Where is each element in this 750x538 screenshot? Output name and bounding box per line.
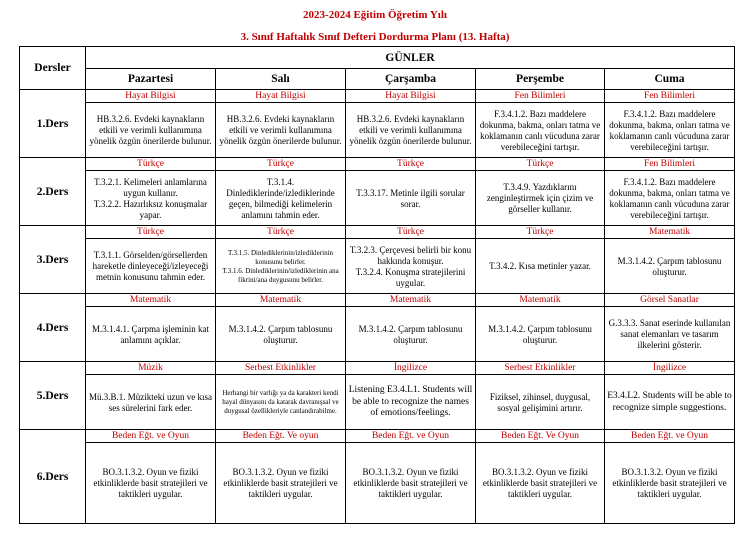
subject-label: Fen Bilimleri xyxy=(605,90,734,103)
subject-label: Matematik xyxy=(476,294,604,307)
objective-line: HB.3.2.6. Evdeki kaynakların etkili ve verimli kullanımına yönelik özgün önerilerde bulunur. xyxy=(89,114,212,146)
lesson-cell xyxy=(86,362,216,430)
lesson-cell xyxy=(216,430,346,524)
lesson-row xyxy=(20,294,735,362)
objective-line: T.3.2.3. Çerçevesi belirli bir konu hakkında konuşur. xyxy=(349,244,472,266)
objective-text xyxy=(605,239,734,293)
lesson-row xyxy=(20,90,735,158)
lesson-label: 4.Ders xyxy=(20,294,86,362)
lesson-label: 1.Ders xyxy=(20,90,86,158)
objective-text xyxy=(476,307,604,361)
lesson-cell xyxy=(605,226,735,294)
objective-line: M.3.1.4.2. Çarpım tablosunu oluşturur. xyxy=(488,323,592,345)
subject-label: Serbest Etkinlikler xyxy=(476,362,604,375)
lesson-cell xyxy=(216,362,346,430)
objective-text xyxy=(86,375,215,429)
lesson-cell xyxy=(346,90,476,158)
objective-line: T.3.2.2. Hazırlıksız konuşmalar yapar. xyxy=(93,198,208,220)
lesson-cell xyxy=(86,158,216,226)
objective-text xyxy=(605,171,734,225)
objective-line: T.3.3.17. Metinle ilgili sorular sorar. xyxy=(356,187,465,209)
objective-text xyxy=(346,239,475,293)
lesson-label: 5.Ders xyxy=(20,362,86,430)
objective-line: M.3.1.4.2. Çarpım tablosunu oluşturur. xyxy=(358,323,463,345)
subject-label: Serbest Etkinlikler xyxy=(216,362,345,375)
lesson-row xyxy=(20,430,735,524)
lesson-cell xyxy=(605,430,735,524)
objective-line: Fiziksel, zihinsel, duygusal, sosyal gelişimini artırır. xyxy=(489,391,591,413)
objective-text xyxy=(476,239,604,293)
objective-line: F.3.4.1.2. Bazı maddelere dokunma, bakma, onları tatma ve koklamanın canlı vücuduna zarar verebileceğini tartışır. xyxy=(609,108,730,152)
lesson-cell xyxy=(605,158,735,226)
lesson-cell xyxy=(216,158,346,226)
subject-label: Matematik xyxy=(86,294,215,307)
objective-line: F.3.4.1.2. Bazı maddelere dokunma, bakma, onları tatma ve koklamanın canlı vücuduna zarar verebileceğini tartışır. xyxy=(479,108,601,152)
objective-line: T.3.2.1. Kelimeleri anlamlarına uygun kullanır. xyxy=(94,176,207,198)
subject-label: Görsel Sanatlar xyxy=(605,294,734,307)
objective-text xyxy=(346,443,475,523)
objective-line: E3.4.L2. Students will be able to recognize simple suggestions. xyxy=(607,391,732,413)
subject-label: İngilizce xyxy=(346,362,475,375)
objective-line: F.3.4.1.2. Bazı maddelere dokunma, bakma, onları tatma ve koklamanın canlı vücuduna zarar verebileceğini tartışır. xyxy=(609,176,730,220)
day-header: Pazartesi xyxy=(86,69,216,90)
objective-line: BO.3.1.3.2. Oyun ve fiziki etkinliklerde basit stratejileri ve taktikleri uygular. xyxy=(353,467,468,499)
lesson-cell xyxy=(346,294,476,362)
objective-line: T.3.2.4. Konuşma stratejilerini uygular. xyxy=(355,266,466,288)
lesson-cell xyxy=(346,362,476,430)
objective-text xyxy=(216,307,345,361)
day-header: Cuma xyxy=(605,69,735,90)
day-header: Salı xyxy=(216,69,346,90)
objective-text xyxy=(476,103,604,157)
objective-text xyxy=(605,443,734,523)
subject-label: Matematik xyxy=(216,294,345,307)
objective-text xyxy=(605,307,734,361)
objective-text xyxy=(216,171,345,225)
lesson-cell xyxy=(605,294,735,362)
subject-label: Matematik xyxy=(346,294,475,307)
lesson-cell xyxy=(86,226,216,294)
weekly-plan-table xyxy=(19,46,735,524)
subject-label: Hayat Bilgisi xyxy=(216,90,345,103)
objective-line: T.3.1.6. Dinlediklerinin/izlediklerinin ana fikrini/ana duygusunu belirler. xyxy=(222,266,339,284)
day-header: Perşembe xyxy=(476,69,605,90)
lesson-row xyxy=(20,226,735,294)
document-subtitle: 3. Sınıf Haftalık Sınıf Defteri Dordurma Planı (13. Hafta) xyxy=(240,31,510,43)
objective-line: G.3.3.3. Sanat eserinde kullanılan sanat elemanları ve tasarım ilkelerini gösterir. xyxy=(608,318,731,350)
objective-line: M.3.1.4.2. Çarpım tablosunu oluşturur. xyxy=(228,323,333,345)
lesson-cell xyxy=(346,430,476,524)
subject-label: Türkçe xyxy=(216,226,345,239)
objective-text xyxy=(216,239,345,293)
lesson-cell xyxy=(476,158,605,226)
subject-label: Beden Eğt. Ve oyun xyxy=(216,430,345,443)
lesson-cell xyxy=(605,90,735,158)
lesson-cell xyxy=(605,362,735,430)
lesson-cell xyxy=(86,90,216,158)
lesson-cell xyxy=(86,294,216,362)
objective-text xyxy=(86,307,215,361)
objective-text xyxy=(216,443,345,523)
objective-text xyxy=(216,103,345,157)
objective-text xyxy=(476,443,604,523)
subject-label: Türkçe xyxy=(346,158,475,171)
lesson-cell xyxy=(216,226,346,294)
objective-line: Listening E3.4.L1. Students will be able to recognize the names of emotions/feelings. xyxy=(348,385,473,419)
subject-label: Hayat Bilgisi xyxy=(86,90,215,103)
objective-text xyxy=(86,103,215,157)
lesson-cell xyxy=(476,362,605,430)
subject-label: Fen Bilimleri xyxy=(605,158,734,171)
objective-line: T.3.4.2. Kısa metinler yazar. xyxy=(489,261,591,271)
day-header: Çarşamba xyxy=(346,69,476,90)
objective-text xyxy=(605,375,734,429)
lesson-cell xyxy=(86,430,216,524)
objective-text xyxy=(346,103,475,157)
subject-label: Beden Eğt. ve Oyun xyxy=(86,430,215,443)
objective-line: Mü.3.B.1. Müzikteki uzun ve kısa ses sürelerini fark eder. xyxy=(89,391,212,413)
objective-line: HB.3.2.6. Evdeki kaynakların etkili ve verimli kullanımına yönelik özgün önerilerde bulunur. xyxy=(219,114,342,146)
objective-line: HB.3.2.6. Evdeki kaynakların etkili ve verimli kullanımına yönelik özgün önerilerde bulunur. xyxy=(349,114,472,146)
lesson-row xyxy=(20,158,735,226)
lesson-label: 6.Ders xyxy=(20,430,86,524)
lesson-cell xyxy=(476,226,605,294)
objective-text xyxy=(86,443,215,523)
objective-text xyxy=(476,375,604,429)
subject-label: Beden Eğt. ve Oyun xyxy=(346,430,475,443)
objective-line: BO.3.1.3.2. Oyun ve fiziki etkinliklerde basit stratejileri ve taktikleri uygular. xyxy=(93,467,208,499)
subject-label: Matematik xyxy=(605,226,734,239)
dersler-header: Dersler xyxy=(20,47,86,90)
objective-text xyxy=(216,375,345,429)
subject-label: Türkçe xyxy=(86,226,215,239)
objective-text xyxy=(346,307,475,361)
subject-label: Hayat Bilgisi xyxy=(346,90,475,103)
objective-line: T.3.1.4. Dinlediklerinde/izlediklerinde geçen, bilmediği kelimelerin anlamını tahmin eder. xyxy=(226,176,335,220)
lesson-cell xyxy=(476,294,605,362)
objective-line: T.3.4.9. Yazdıklarını zenginleştirmek için çizim ve görseller kullanır. xyxy=(486,182,594,214)
subject-label: İngilizce xyxy=(605,362,734,375)
lesson-cell xyxy=(476,430,605,524)
objective-line: M.3.1.4.2. Çarpım tablosunu oluşturur. xyxy=(617,255,722,277)
gunler-header: GÜNLER xyxy=(86,47,735,69)
objective-line: BO.3.1.3.2. Oyun ve fiziki etkinliklerde basit stratejileri ve taktikleri uygular. xyxy=(223,467,338,499)
lesson-label: 3.Ders xyxy=(20,226,86,294)
objective-line: T.3.1.5. Dinlediklerinin/izlediklerinin konusunu belirler. xyxy=(227,248,334,266)
subject-label: Türkçe xyxy=(216,158,345,171)
lesson-cell xyxy=(216,294,346,362)
objective-line: M.3.1.4.1. Çarpma işleminin kat anlamını açıklar. xyxy=(92,323,209,345)
subject-label: Türkçe xyxy=(86,158,215,171)
objective-line: T.3.1.1. Görselden/görsellerden hareketle dinleyeceği/izleyeceği metnin konusunu tahmin eder. xyxy=(92,250,209,282)
objective-line: Herhangi bir varlığı ya da karakteri kendi hayal dünyasını da katarak davranışsal ve duygusal özellikleriyle canlandırabilme. xyxy=(222,389,339,415)
lesson-label: 2.Ders xyxy=(20,158,86,226)
objective-text xyxy=(86,239,215,293)
objective-line: BO.3.1.3.2. Oyun ve fiziki etkinliklerde basit stratejileri ve taktikleri uygular. xyxy=(482,467,598,499)
lesson-cell xyxy=(216,90,346,158)
document-title: 2023-2024 Eğitim Öğretim Yılı xyxy=(303,9,447,21)
subject-label: Beden Eğt. ve Oyun xyxy=(605,430,734,443)
subject-label: Fen Bilimleri xyxy=(476,90,604,103)
lesson-cell xyxy=(346,226,476,294)
lesson-row xyxy=(20,362,735,430)
lesson-cell xyxy=(346,158,476,226)
subject-label: Türkçe xyxy=(346,226,475,239)
lesson-cell xyxy=(476,90,605,158)
objective-line: BO.3.1.3.2. Oyun ve fiziki etkinliklerde basit stratejileri ve taktikleri uygular. xyxy=(612,467,727,499)
subject-label: Müzik xyxy=(86,362,215,375)
subject-label: Beden Eğt. Ve Oyun xyxy=(476,430,604,443)
subject-label: Türkçe xyxy=(476,158,604,171)
objective-text xyxy=(346,171,475,225)
objective-text xyxy=(605,103,734,157)
objective-text xyxy=(346,375,475,429)
objective-text xyxy=(86,171,215,225)
subject-label: Türkçe xyxy=(476,226,604,239)
objective-text xyxy=(476,171,604,225)
